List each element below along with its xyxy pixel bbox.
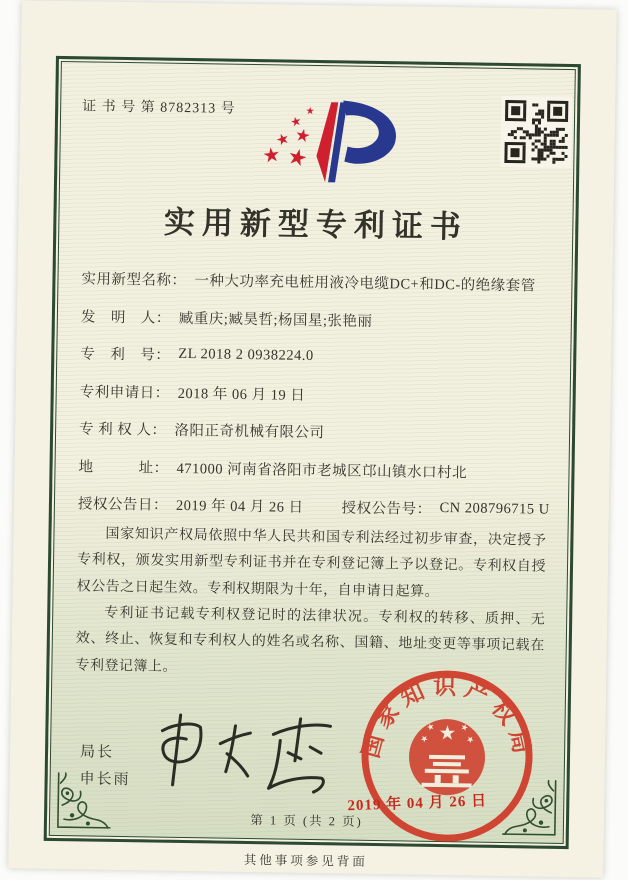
corner-ornament-icon xyxy=(52,771,115,834)
certificate-body-text xyxy=(75,521,546,686)
paragraph-grant-statement: 国家知识产权局依照中华人民共和国专利法经过初步审查，决定授予专利权，颁发实用新型专利证书并在专利登记簿上予以登记。专利权自授权公告之日起生效。专利权期限为十年，自申请日起算。 xyxy=(76,526,547,600)
seal-curved-text: 国家知识产权局 xyxy=(358,673,537,763)
director-signature-icon xyxy=(139,708,355,806)
seal-date: 2019 年 04 月 26 日 xyxy=(347,793,488,815)
director-name: 申长雨 xyxy=(79,771,131,789)
qr-code-icon xyxy=(500,96,572,168)
signature-strokes xyxy=(139,708,355,806)
director-title: 局长 xyxy=(79,744,115,761)
seal-national-emblem xyxy=(408,719,485,796)
qr-code-grid xyxy=(504,100,568,164)
field-label: 发 明 人： xyxy=(80,309,172,327)
field-value: 2019 年 04 月 26 日 xyxy=(175,498,304,517)
page-number: 第 1 页 (共 2 页) xyxy=(250,813,363,829)
field-label: 专 利 号： xyxy=(80,346,171,365)
field-value: ZL 2018 2 0938224.0 xyxy=(178,346,314,365)
flourish-svg xyxy=(499,778,562,841)
cnipa-logo-icon xyxy=(245,93,426,190)
field-label: 实用新型名称： xyxy=(81,271,187,290)
field-label: 专利申请日： xyxy=(79,384,170,402)
certificate-paper xyxy=(8,0,617,877)
corner-ornament-icon xyxy=(499,778,562,841)
field-value: 臧重庆;臧昊哲;杨国星;张艳丽 xyxy=(178,310,373,330)
paragraph-register-statement: 专利证书记载专利权登记时的法律状况。专利权的转移、质押、无效、终止、恢复和专利权人的姓名或名称、国籍、地址变更等事项记载在专利登记簿上。 xyxy=(75,605,546,675)
field-label-grant-no: 授权公告号： xyxy=(341,500,432,519)
field-value: 洛阳正奇机械有限公司 xyxy=(174,423,325,442)
cnipa-logo-svg xyxy=(245,93,426,190)
certificate-title: 实用新型专利证书 xyxy=(163,204,469,245)
field-value: 471000 河南省洛阳市老城区邙山镇水口村北 xyxy=(176,460,468,482)
certificate-number: 证 书 号 第 8782313 号 xyxy=(82,99,236,117)
logo-p-shape xyxy=(342,100,396,164)
certificate-border xyxy=(44,56,581,849)
field-label: 授权公告日： xyxy=(77,496,169,514)
field-value: 2018 年 06 月 19 日 xyxy=(177,385,306,404)
field-value-grant-no: CN 208796715 U xyxy=(439,500,550,518)
flourish-svg xyxy=(52,771,115,834)
certificate-fields xyxy=(78,259,553,529)
field-label: 地 址： xyxy=(78,459,169,477)
back-page-note: 其他事项参见背面 xyxy=(243,852,368,869)
field-value: 一种大功率充电桩用液冷电缆DC+和DC-的绝缘套管 xyxy=(194,273,536,295)
field-label: 专 利 权 人： xyxy=(78,421,167,439)
